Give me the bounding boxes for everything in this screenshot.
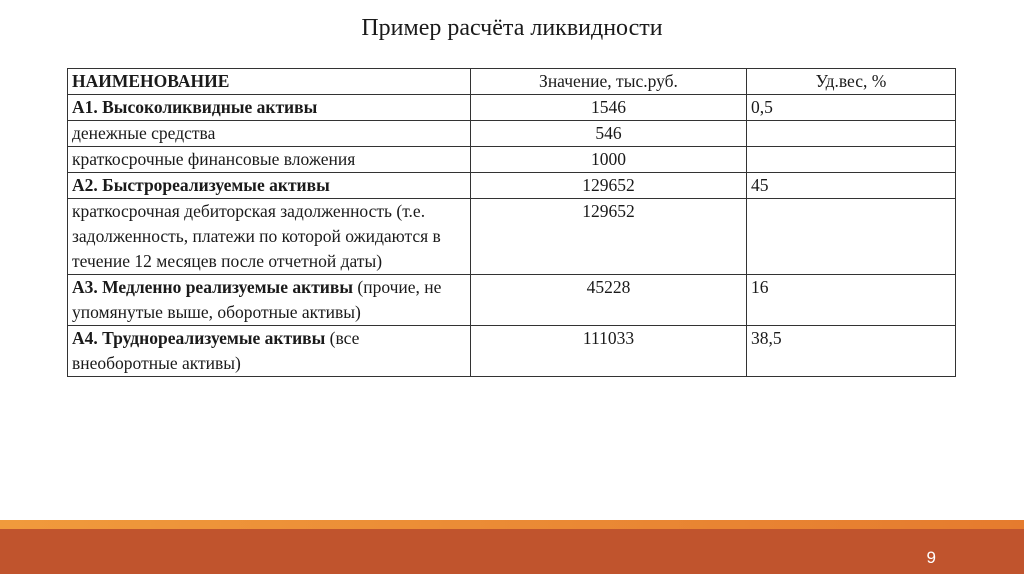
row-weight: 0,5 xyxy=(747,95,956,121)
header-name: НАИМЕНОВАНИЕ xyxy=(68,69,471,95)
row-name-text: краткосрочная дебиторская задолженность (т.е. задолженность, платежи по которой ожидаются в течение 12 месяцев после отчетной даты) xyxy=(72,201,441,271)
row-weight xyxy=(747,147,956,173)
row-value: 546 xyxy=(471,121,747,147)
row-name-cell xyxy=(68,275,471,326)
row-value: 111033 xyxy=(471,326,747,377)
row-name-cell xyxy=(68,95,471,121)
row-value: 129652 xyxy=(471,199,747,275)
row-name-text: краткосрочные финансовые вложения xyxy=(72,149,356,169)
footer-stripe xyxy=(0,520,1024,529)
row-weight: 16 xyxy=(747,275,956,326)
row-weight xyxy=(747,121,956,147)
row-weight: 38,5 xyxy=(747,326,956,377)
page-number: 9 xyxy=(926,548,936,567)
row-weight: 45 xyxy=(747,173,956,199)
table-row xyxy=(68,95,956,121)
table-row xyxy=(68,121,956,147)
slide-title: Пример расчёта ликвидности xyxy=(361,15,663,41)
row-name-cell xyxy=(68,199,471,275)
table-row xyxy=(68,147,956,173)
row-name-cell xyxy=(68,121,471,147)
row-name-bold: А2. Быстрореализуемые активы xyxy=(72,175,330,195)
row-value: 1546 xyxy=(471,95,747,121)
row-name-text: (прочие, не упомянутые выше, оборотные активы) xyxy=(72,277,442,322)
header-value: Значение, тыс.руб. xyxy=(471,69,747,95)
row-weight xyxy=(747,199,956,275)
row-value: 45228 xyxy=(471,275,747,326)
table-row xyxy=(68,173,956,199)
row-name-cell xyxy=(68,326,471,377)
header-weight: Уд.вес, % xyxy=(747,69,956,95)
row-name-text: денежные средства xyxy=(72,123,216,143)
row-value: 129652 xyxy=(471,173,747,199)
table-row xyxy=(68,199,956,275)
table-header-row xyxy=(68,69,956,95)
row-name-text: (все внеоборотные активы) xyxy=(72,328,360,373)
row-value: 1000 xyxy=(471,147,747,173)
row-name-cell xyxy=(68,173,471,199)
liquidity-table xyxy=(67,68,956,377)
row-name-cell xyxy=(68,147,471,173)
table-row xyxy=(68,275,956,326)
footer-bar xyxy=(0,529,1024,574)
row-name-bold: А4. Труднореализуемые активы xyxy=(72,328,326,348)
table-row xyxy=(68,326,956,377)
row-name-bold: А3. Медленно реализуемые активы xyxy=(72,277,353,297)
row-name-bold: А1. Высоколиквидные активы xyxy=(72,97,318,117)
